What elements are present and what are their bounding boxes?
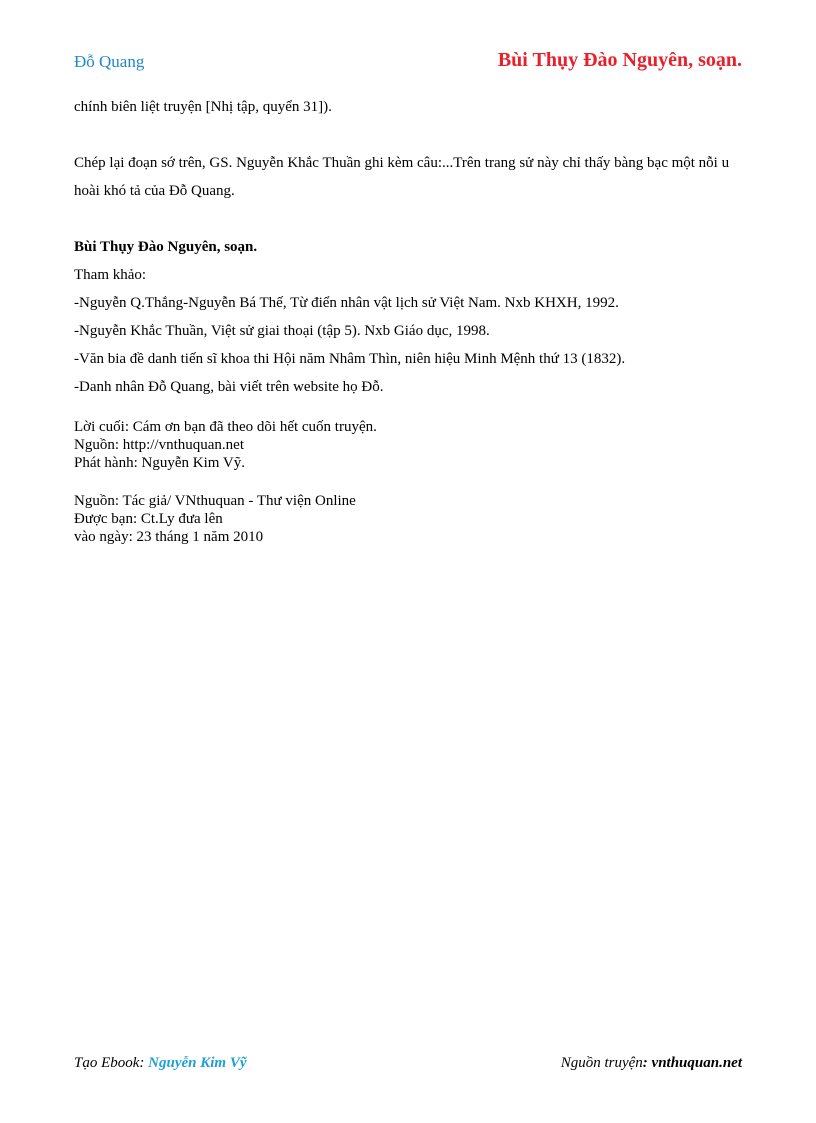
reference-item: -Danh nhân Đỗ Quang, bài viết trên website họ Đỗ. xyxy=(74,379,384,395)
source-line: Được bạn: Ct.Ly đưa lên xyxy=(74,511,223,527)
closing-notes xyxy=(74,418,744,472)
closing-line: Lời cuối: Cám ơn bạn đã theo dõi hết cuốn truyện. xyxy=(74,419,377,435)
closing-line: Phát hành: Nguyễn Kim Vỹ. xyxy=(74,455,245,471)
footer-ebook-label: Tạo Ebook xyxy=(74,1055,140,1071)
footer-source-label: Nguồn truyện xyxy=(560,1055,643,1071)
footer-ebook-credit xyxy=(74,1055,247,1072)
source-info xyxy=(74,492,744,546)
main-content xyxy=(74,93,744,401)
reference-item: -Nguyễn Khắc Thuần, Việt sử giai thoại (tập 5). Nxb Giáo dục, 1998. xyxy=(74,323,490,339)
footer-source-site: vnthuquan.net xyxy=(651,1055,742,1071)
header-compiler-credit: Bùi Thụy Đào Nguyên, soạn. xyxy=(497,49,742,71)
header-author-name: Đỗ Quang xyxy=(74,52,145,71)
closing-line: Nguồn: http://vnthuquan.net xyxy=(74,437,244,453)
references-heading: Tham khảo: xyxy=(74,267,147,283)
reference-item: -Văn bia đề danh tiến sĩ khoa thi Hội năm Nhâm Thìn, niên hiệu Minh Mệnh thứ 13 (1832). xyxy=(74,351,626,367)
footer-separator: : xyxy=(139,1055,149,1071)
commentary-paragraph: Chép lại đoạn sớ trên, GS. Nguyễn Khắc Thuần ghi kèm câu:...Trên trang sử này chỉ thấy bàng bạc một nỗi u hoài khó tả của Đỗ Quang. xyxy=(74,155,730,199)
reference-item: -Nguyễn Q.Thắng-Nguyễn Bá Thế, Từ điển nhân vật lịch sử Việt Nam. Nxb KHXH, 1992. xyxy=(74,295,619,311)
footer-separator: : xyxy=(642,1055,652,1071)
source-line: Nguồn: Tác giả/ VNthuquan - Thư viện Online xyxy=(74,493,356,509)
source-line: vào ngày: 23 tháng 1 năm 2010 xyxy=(74,529,264,545)
footer-source-credit xyxy=(561,1055,742,1072)
footer-ebook-creator: Nguyễn Kim Vỹ xyxy=(148,1055,247,1071)
author-signature: Bùi Thụy Đào Nguyên, soạn. xyxy=(74,239,258,255)
continuation-line: chính biên liệt truyện [Nhị tập, quyển 31]). xyxy=(74,99,332,115)
